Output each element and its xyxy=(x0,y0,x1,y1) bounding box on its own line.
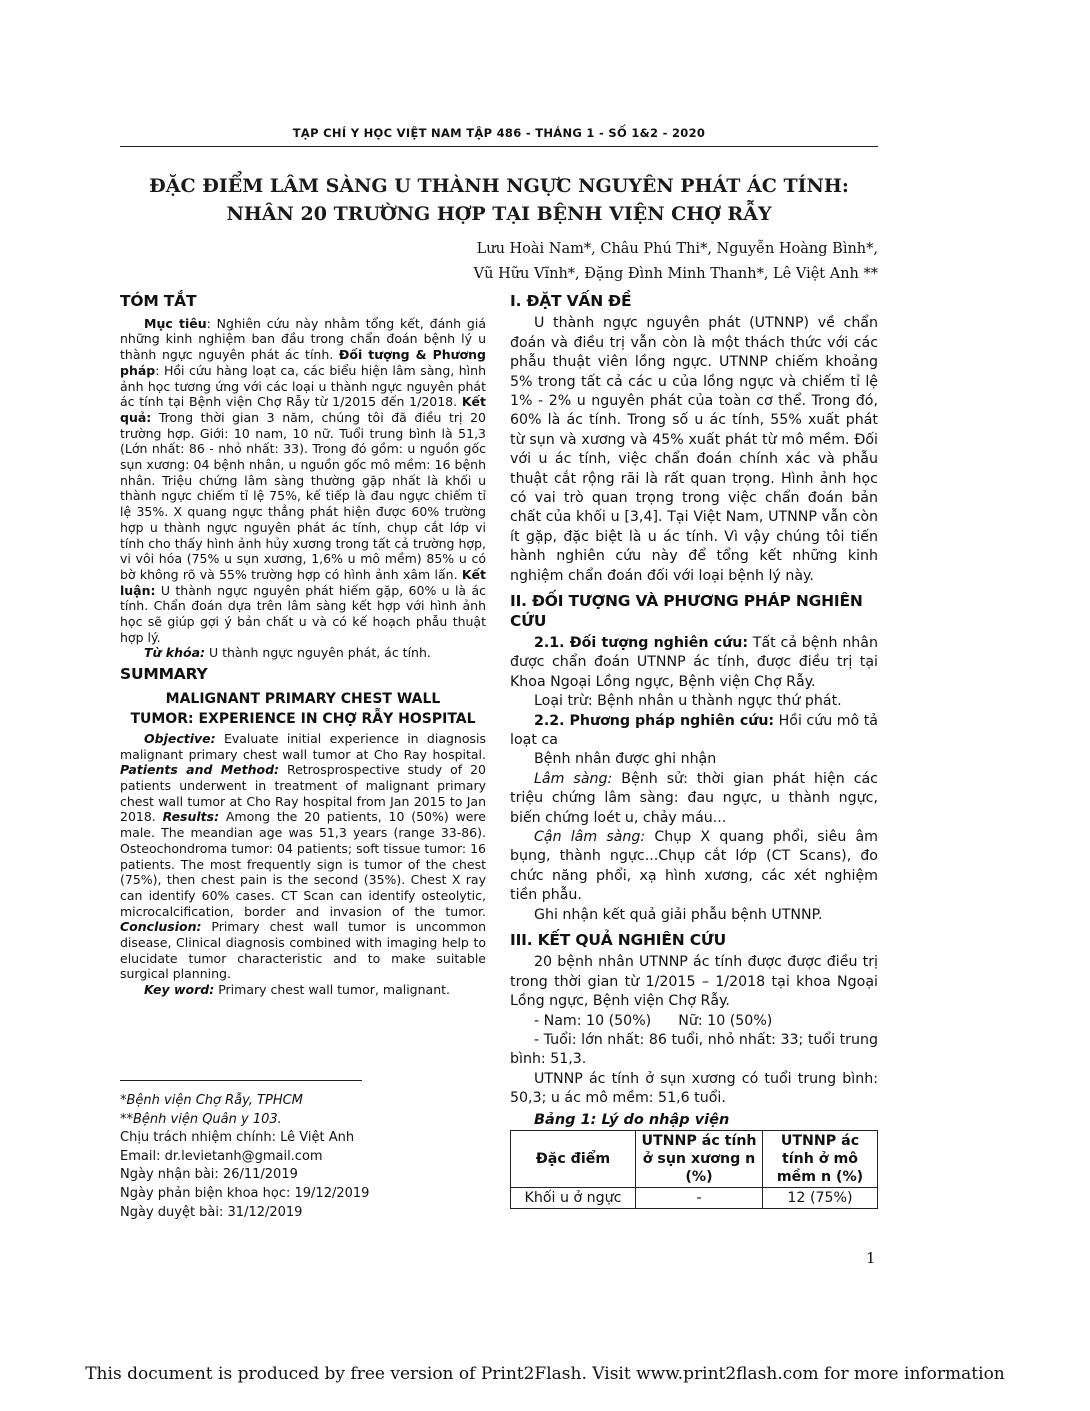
objective-text: : Nghiên cứu này nhằm tổng kết, đánh giá những kinh nghiệm ban đầu trong chẩn đoán bệnh lý u thành ngực nguyên phát ác tính. xyxy=(120,315,486,363)
table-header-cell: Đặc điểm xyxy=(511,1131,636,1188)
table-header-cell: UTNNP ác tính ở mô mềm n (%) xyxy=(763,1131,878,1188)
page-number: 1 xyxy=(866,1249,876,1267)
results-label: Kết quả: xyxy=(120,394,486,425)
keywords-en-label: Key word: xyxy=(144,982,215,998)
table-cell: Khối u ở ngực xyxy=(511,1188,636,1209)
table-row xyxy=(511,1188,878,1209)
summary-objective-label: Objective: xyxy=(144,730,216,746)
results-paragraph-1: 20 bệnh nhân UTNNP ác tính được được điều trị trong thời gian từ 1/2015 – 1/2018 tại khoa Ngoại Lồng ngực, Bệnh viện Chợ Rẫy. xyxy=(510,954,878,1010)
footnote-affiliation-2: **Bệnh viện Quân y 103. xyxy=(120,1111,282,1127)
footnote-email[interactable]: Email: dr.levietanh@gmail.com xyxy=(120,1148,323,1164)
summary-patients-text: Retrosprospective study of 20 patients underwent in treatment of malignant primary chest wall tumor at Cho Ray hospital from Jan 2015 to Jan 2018. xyxy=(120,762,486,825)
paraclinical-body: Chụp X quang phổi, siêu âm bụng, thành ngực...Chụp cắt lớp (CT Scans), đo chức năng phổi, xạ hình xương, các xét nghiệm tiền phẫu. xyxy=(510,828,878,904)
keywords-vn xyxy=(120,645,486,661)
conclusion-label: Kết luận: xyxy=(120,566,486,598)
paraclinical-label: Cận lâm sàng: xyxy=(534,828,646,845)
recorded-text: Bệnh nhân được ghi nhận xyxy=(534,751,717,768)
clinical-text xyxy=(510,770,878,828)
table-cell: 12 (75%) xyxy=(763,1188,878,1209)
results-age: - Tuổi: lớn nhất: 86 tuổi, nhỏ nhất: 33; tuổi trung bình: 51,3. xyxy=(510,1032,878,1068)
summary-conclusion-label: Conclusion: xyxy=(120,919,202,935)
footnote-affiliation-1: *Bệnh viện Chợ Rẫy, TPHCM xyxy=(120,1093,303,1108)
paper-title xyxy=(120,172,878,228)
section-3-heading: III. KẾT QUẢ NGHIÊN CỨU xyxy=(510,931,727,949)
footnote-received: Ngày nhận bài: 26/11/2019 xyxy=(120,1167,298,1183)
header-rule xyxy=(120,146,878,147)
title-line-2: NHÂN 20 TRƯỜNG HỢP TẠI BỆNH VIỆN CHỢ RẪY xyxy=(226,203,772,225)
objective-label: Mục tiêu xyxy=(144,315,207,331)
conclusion-text: U thành ngực nguyên phát hiếm gặp, 60% u là ác tính. Chẩn đoán dựa trên lâm sàng kết hợp với hình ảnh học sẽ giúp gợi ý bản chất u và có kế hoạch phẫu thuật hợp lý. xyxy=(120,582,486,645)
table-header-cell: UTNNP ác tính ở sụn xương n (%) xyxy=(636,1131,763,1188)
section-2-2-text: Hồi cứu mô tả loạt ca xyxy=(510,712,878,748)
table-1-caption: Bảng 1: Lý do nhập viện xyxy=(534,1111,730,1128)
section-1-text: U thành ngực nguyên phát (UTNNP) về chẩn đoán và điều trị vẫn còn là một thách thức với các phẫu thuật viên lồng ngực. UTNNP chiếm khoảng 5% trong tất cả các u của lồng ngực và chiếm tỉ lệ 1% - 2% u nguyên phát của toàn cơ thể. Trong đó, 60% là ác tính. Trong số u ác tính, 55% xuất phát từ sụn và xương và 45% xuất phát từ mô mềm. Đối với u ác tính, việc chẩn đoán chính xác và phẫu thuật cắt rộng rãi là rất quan trọng. Hình ảnh học có vai trò quan trọng trong việc chẩn đoán bản chất của khối u [3,4]. Tại Việt Nam, UTNNP vẫn còn ít gặp, đặc biệt là u ác tính. Vì vậy chúng tôi tiến hành nghiên cứu này để tổng kết những kinh nghiệm chẩn đoán đối với loại bệnh lý này. xyxy=(510,315,878,584)
section-2-1-text: Tất cả bệnh nhân được chẩn đoán UTNNP ác tính, được điều trị tại Khoa Ngoại Lồng ngực, Bệnh viện Chợ Rẫy. xyxy=(510,634,878,690)
paraclinical-text xyxy=(510,828,878,906)
authors-line-1: Lưu Hoài Nam*, Châu Phú Thi*, Nguyễn Hoàng Bình*, xyxy=(476,241,878,257)
summary-patients-label: Patients and Method: xyxy=(120,762,280,778)
title-line-1: ĐẶC ĐIỂM LÂM SÀNG U THÀNH NGỰC NGUYÊN PHÁT ÁC TÍNH: xyxy=(149,175,849,197)
subjects-text: : Hồi cứu hàng loạt ca, các biểu hiện lâm sàng, hình ảnh học tương ứng với các loại u thành ngực nguyên phát ác tính tại Bệnh viện Chợ Rẫy từ 1/2015 đến 1/2018. xyxy=(120,362,486,410)
summary-title-line-1: MALIGNANT PRIMARY CHEST WALL xyxy=(165,690,441,707)
summary-heading: SUMMARY xyxy=(120,665,208,684)
authors xyxy=(474,237,878,287)
keywords-vn-label: Từ khóa: xyxy=(144,645,206,661)
keywords-en-text: Primary chest wall tumor, malignant. xyxy=(214,982,450,998)
summary-objective-text: Evaluate initial experience in diagnosis malignant primary chest wall tumor at Cho Ray hospital. xyxy=(120,730,486,762)
section-2-1 xyxy=(510,634,878,692)
footnote-corresponding: Chịu trách nhiệm chính: Lê Việt Anh xyxy=(120,1130,355,1146)
summary-text xyxy=(120,731,486,982)
journal-header: TẠP CHÍ Y HỌC VIỆT NAM TẬP 486 - THÁNG 1 - SỐ 1&2 - 2020 xyxy=(292,126,706,140)
summary-title xyxy=(120,689,486,729)
subjects-label: Đối tượng & Phương pháp xyxy=(120,347,486,378)
table-cell: - xyxy=(636,1188,763,1209)
footnotes xyxy=(120,1092,486,1222)
left-column xyxy=(120,294,486,998)
summary-results-text: Among the 20 patients, 10 (50%) were male. The meandian age was 51,3 years (range 33-86). Osteochondroma tumor: 04 patients; soft tissue tumor: 16 patients. The most frequently sign is tumor of the chest (75%), then chest pain is the second (35%). Chest X ray can identify 60% cases. CT Scan can identify osteolytic, microcalcification, border and invasion of the tumor. xyxy=(120,809,486,919)
exclusion-text: Loại trừ: Bệnh nhân u thành ngực thứ phát. xyxy=(534,693,842,710)
abstract-heading: TÓM TẮT xyxy=(120,292,197,310)
results-gender: - Nam: 10 (50%) Nữ: 10 (50%) xyxy=(534,1012,773,1029)
summary-title-line-2: TUMOR: EXPERIENCE IN CHỢ RẪY HOSPITAL xyxy=(130,710,476,727)
pathology-text: Ghi nhận kết quả giải phẫu bệnh UTNNP. xyxy=(534,906,823,923)
section-2-2-label: 2.2. Phương pháp nghiên cứu: xyxy=(534,712,775,729)
clinical-body: Bệnh sử: thời gian phát hiện các triệu chứng lâm sàng: đau ngực, u thành ngực, biến chứng loét u, chảy máu... xyxy=(510,770,878,826)
summary-conclusion-text: Primary chest wall tumor is uncommon disease, Clinical diagnosis combined with imaging help to elucidate tumor characteristic and to make suitable surgical planning. xyxy=(120,919,486,982)
footnote-reviewed: Ngày phản biện khoa học: 19/12/2019 xyxy=(120,1185,370,1201)
results-text: Trong thời gian 3 năm, chúng tôi đã điều trị 20 trường hợp. Giới: 10 nam, 10 nữ. Tuổi trung bình là 51,3 (Lớn nhất: 86 - nhỏ nhất: 33). Trong đó gồm: u nguồn gốc sụn xương: 04 bệnh nhân, u nguồn gốc mô mềm: 16 bệnh nhân. Triệu chứng lâm sàng thường gặp nhất là khối u thành ngực chiếm tỉ lệ 75%, kế tiếp là đau ngực chiếm tỉ lệ 35%. X quang ngực thẳng phát hiện được 60% trường hợp u thành ngực nguyên phát ác tính, chụp cắt lớp vi tính cho thấy hình ảnh hủy xương trong tất cả trường hợp, vi vôi hóa (75% u sụn xương, 1,6% u mô mềm) 85% u có bờ không rõ và 55% trường hợp có hình ảnh xâm lấn. xyxy=(120,409,486,582)
footnote-accepted: Ngày duyệt bài: 31/12/2019 xyxy=(120,1204,303,1220)
keywords-en xyxy=(120,982,486,998)
section-2-heading: II. ĐỐI TƯỢNG VÀ PHƯƠNG PHÁP NGHIÊN CỨU xyxy=(510,592,863,630)
table-1 xyxy=(510,1130,878,1209)
results-age-by-type: UTNNP ác tính ở sụn xương có tuổi trung bình: 50,3; u ác mô mềm: 51,6 tuổi. xyxy=(510,1070,878,1107)
clinical-label: Lâm sàng: xyxy=(534,770,613,787)
abstract-text xyxy=(120,316,486,646)
footnote-rule xyxy=(120,1080,362,1081)
authors-line-2: Vũ Hữu Vĩnh*, Đặng Đình Minh Thanh*, Lê Việt Anh ** xyxy=(473,266,878,282)
section-1-heading: I. ĐẶT VẤN ĐỀ xyxy=(510,292,632,310)
section-2-1-label: 2.1. Đối tượng nghiên cứu: xyxy=(534,634,749,651)
summary-results-label: Results: xyxy=(162,809,220,825)
section-2-2 xyxy=(510,712,878,751)
keywords-vn-text: U thành ngực nguyên phát, ác tính. xyxy=(205,645,431,661)
right-column xyxy=(510,292,878,1209)
print2flash-banner[interactable]: This document is produced by free version of Print2Flash. Visit www.print2flash.com for more information xyxy=(85,1364,1005,1384)
table-header-row xyxy=(511,1131,878,1188)
